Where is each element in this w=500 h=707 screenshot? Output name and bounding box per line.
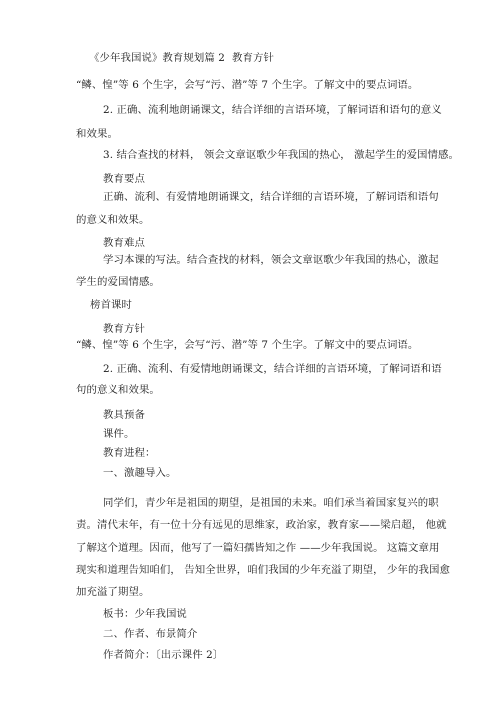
body-line: “鳞、惶”等 6 个生字，会写“污、潜”等 7 个生字。了解文中的要点词语。	[76, 79, 419, 91]
body-line: 学习本课的写法。结合查找的材料，领会文章讴歌少年我国的热心，激起	[103, 254, 439, 266]
section-heading: 教育难点	[103, 237, 145, 249]
section-heading: 教具预备	[103, 409, 145, 421]
body-line: 课件。	[103, 428, 135, 440]
document-title: 《少年我国说》教育规划篇 2	[89, 52, 225, 64]
body-line: 加充溢了期望。	[76, 586, 150, 598]
document-subtitle: 教育方针	[232, 52, 274, 64]
body-line: 2. 正确、流利、有爱情地朗诵课文，结合详细的言语环境，了解词语和语	[103, 363, 442, 375]
section-heading: 一、激趣导入。	[103, 467, 177, 479]
body-line: 3. 结合查找的材料， 领会文章讴歌少年我国的热心， 激起学生的爱国情感。	[103, 149, 460, 161]
body-line: 了解这个道理。因而，他写了一篇妇孺皆知之作 ——少年我国说。 这篇文章用	[76, 542, 440, 554]
body-line: 现实和道理告知咱们， 告知全世界，咱们我国的少年充溢了期望， 少年的我国愈	[76, 564, 450, 576]
body-line: 句的意义和效果。	[76, 384, 160, 396]
body-line: “鳞、惶”等 6 个生字，会写“污、潜”等 7 个生字。了解文中的要点词语。	[76, 339, 419, 351]
body-line: 同学们，青少年是祖国的期望，是祖国的未来。咱们承当着国家复兴的职	[103, 497, 439, 509]
section-heading: 板书：少年我国说	[103, 608, 187, 620]
body-line: 学生的爱国情感。	[76, 276, 160, 288]
section-heading: 教育进程：	[103, 447, 156, 459]
section-heading: 教育方针	[103, 323, 145, 335]
body-line: 责。清代末年，有一位十分有远见的思维家，政治家，教育家——梁启超， 他就	[76, 519, 447, 531]
body-line: 的意义和效果。	[76, 214, 150, 226]
body-line: 和效果。	[76, 128, 118, 140]
section-heading: 教育要点	[103, 173, 145, 185]
body-line: 2. 正确、流利地朗诵课文，结合详细的言语环境，了解词语和语句的意义	[103, 104, 442, 116]
body-line: 正确、流利、有爱情地朗诵课文，结合详细的言语环境，了解词语和语句	[103, 191, 439, 203]
section-heading: 二、作者、布景简介	[103, 628, 198, 640]
section-heading: 榜首课时	[90, 299, 132, 311]
body-line: 作者简介：〔出示课件 2〕	[103, 649, 224, 661]
